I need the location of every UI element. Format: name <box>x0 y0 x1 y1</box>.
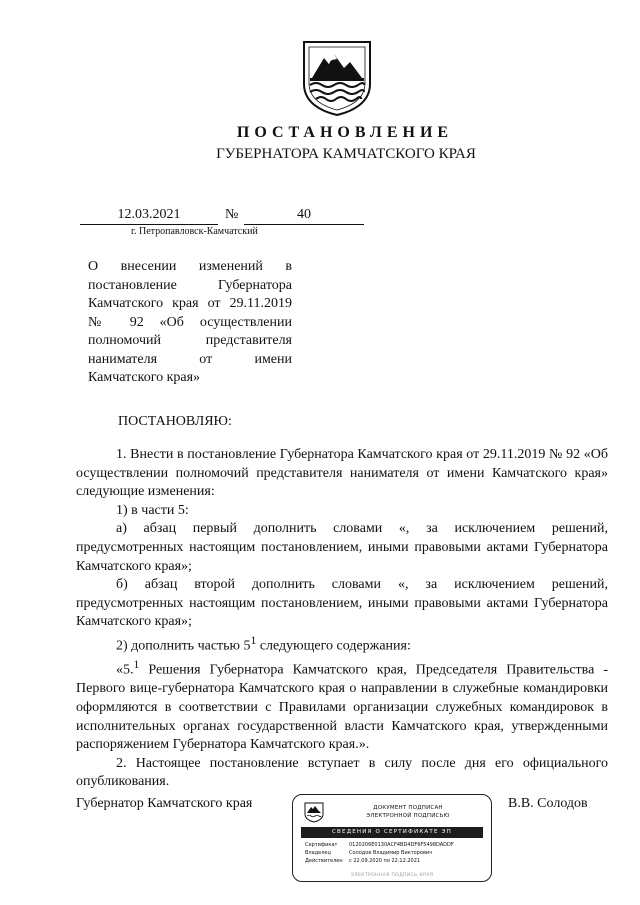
document-date: 12.03.2021 <box>80 206 218 225</box>
document-body <box>76 446 608 792</box>
document-title: ПОСТАНОВЛЕНИЕ <box>236 124 454 141</box>
decree-word: ПОСТАНОВЛЯЮ: <box>118 414 232 429</box>
document-city: г. Петропавловск-Камчатский <box>131 226 258 237</box>
body-paragraph: 2. Настоящее постановление вступает в силу после дня его официального опубликования. <box>76 755 608 790</box>
kamchatka-emblem <box>296 38 378 116</box>
body-paragraph: 1) в части 5: <box>116 502 189 518</box>
stamp-title-bar: СВЕДЕНИЯ О СЕРТИФИКАТЕ ЭП <box>301 827 483 838</box>
number-sign: № <box>225 207 239 222</box>
stamp-row-owner: Владелец Солодов Владимир Викторович <box>305 850 433 856</box>
body-paragraph: «5.$^1$ Решения Губернатора Камчатского края, Председателя Правительства - Первого вице-губернатора Камчатского края о направлении в служебные командировки оформляются в соответствии с Правилами организации служебных командировок в исполнительных органах государственной власти Камчатского края, утвержденными распоряжением Губернатора Камчатского края.». <box>76 658 608 753</box>
document-subject: О внесении изменений в постановление Губернатора Камчатского края от 29.11.2019 № 92 «Об осуществлении полномочий представителя нанимателя от имени Камчатского края» <box>88 259 292 385</box>
body-paragraph: 1. Внести в постановление Губернатора Камчатского края от 29.11.2019 № 92 «Об осуществлении полномочий представителя нанимателя от имени Камчатского края» следующие изменения: <box>76 447 608 500</box>
stamp-row-certificate: Сертификат 0120206E0130ACF4BD4DF6F5498DADDF <box>305 842 454 848</box>
stamp-header: ДОКУМЕНТ ПОДПИСАН ЭЛЕКТРОННОЙ ПОДПИСЬЮ <box>366 805 450 819</box>
stamp-row-validity: Действителен с 22.09.2020 по 22.12.2021 <box>305 858 421 864</box>
signatory-name: В.В. Солодов <box>508 796 588 811</box>
signatory-position: Губернатор Камчатского края <box>76 796 253 811</box>
electronic-signature-stamp <box>292 794 492 882</box>
document-number: 40 <box>244 206 364 225</box>
stamp-emblem-icon <box>303 802 325 823</box>
body-paragraph: а) абзац первый дополнить словами «, за исключением решений, предусмотренных настоящим постановлением, иными правовыми актами Губернатора Камчатского края»; <box>76 521 608 574</box>
body-paragraph: 2) дополнить частью $5^1$ следующего содержания: <box>116 633 411 654</box>
stamp-footer: ЭЛЕКТРОННАЯ ПОДПИСЬ КРАЯ <box>350 873 434 878</box>
document-subtitle: ГУБЕРНАТОРА КАМЧАТСКОГО КРАЯ <box>216 146 476 162</box>
body-paragraph: б) абзац второй дополнить словами «, за исключением решений, предусмотренных настоящим постановлением, иными правовыми актами Губернатора Камчатского края»; <box>76 577 608 630</box>
